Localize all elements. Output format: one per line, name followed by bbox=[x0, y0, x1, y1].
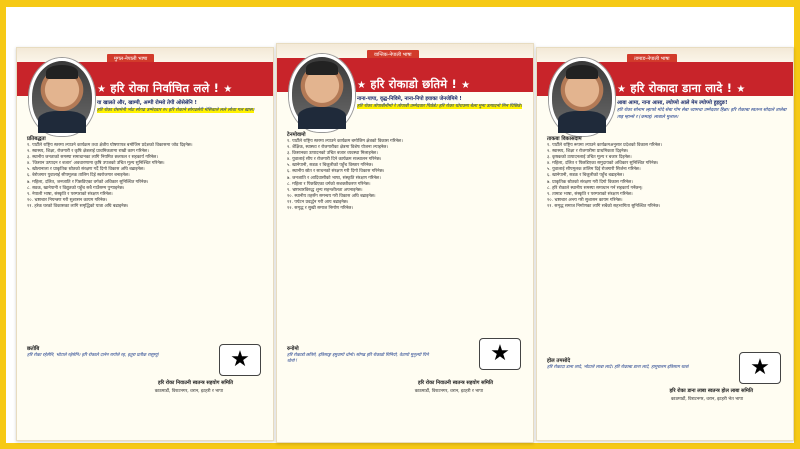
committee-locations: काठमाडौं, विराटनगर, धरान, इटहरी भेत भापा bbox=[670, 397, 743, 402]
list-item: २. स्वास्थ्य, शिक्षा र रोजगारीमा प्राथमिकता दिइनेछ। bbox=[547, 149, 629, 155]
commitment-list bbox=[547, 143, 785, 210]
list-item: १०. भ्रष्टाचार नियन्त्रण गरी सुशासन कायम गरिनेछ। bbox=[27, 197, 108, 203]
section-heading-commitments: टेनमोवामो bbox=[287, 132, 306, 138]
list-item: ७. जनजाति र आदिवासीको भाषा, संस्कृति संरक्षण गरिनेछ। bbox=[287, 175, 381, 181]
list-item: १. पार्टीले राष्ट्रिय स्तरमा ल्याउने कार्यक्रम बमोजिम क्षेत्रको विकास गरिनेछ। bbox=[287, 139, 403, 144]
poster-sheet bbox=[6, 7, 794, 443]
star-icon: ★ bbox=[97, 84, 107, 95]
list-item: ९. भ्रष्टाचारविरुद्ध शून्य सहनशीलता अपनाइनेछ। bbox=[287, 187, 363, 193]
headline-text: हरि रोकाडो छतिमे ! bbox=[370, 77, 457, 91]
list-item: ४. युवालाई सीप र रोजगारी दिने कार्यक्रम सञ्चालन गरिनेछ। bbox=[287, 157, 382, 163]
slogan: या खालते और, खाम्पी, अम्पी रोम्सो तेपी ओसेसेनि ! bbox=[97, 100, 197, 106]
list-item: ७. महिला, दलित, जनजाति र पिछडिएका वर्गको अधिकार सुनिश्चित गरिनेछ। bbox=[27, 179, 149, 185]
list-item: ६. स्थानीय स्रोत र साधनको संरक्षण गरी दिगो विकास गरिनेछ। bbox=[287, 169, 385, 175]
headline bbox=[97, 81, 269, 96]
committee-locations: काठमाडौं, विराटनगर, धरान, इटहरी र भापा bbox=[154, 389, 223, 394]
list-item: १. पार्टीले राष्ट्रिय रूपमा ल्याउने कार्यक्रमअनुसार प्रदेशको विकास गरिनेछ। bbox=[547, 143, 662, 148]
closing-text: हरि रोकाडो छतिमे, इतिसाङ्ग इमुवागो धोनो। सोगढ हरि रोकाडो मिनियो, वेतापो मुनुल्यो पिने धोनो ! bbox=[287, 353, 429, 364]
section-heading-commitments: प्रतिबद्धता bbox=[27, 136, 46, 142]
section-heading-closing: रुनोमो bbox=[287, 346, 299, 352]
list-item: ९. नेपाली भाषा, संस्कृति र परम्पराको संरक्षण गरिनेछ। bbox=[27, 191, 113, 197]
closing-text: हरि रोकादा डाना लादे, भोटाले लाबा लादे। हरि रोकाबा डाना लादे, हामुरालम इतिसाम थाब! bbox=[547, 365, 690, 370]
manifesto-panel-3 bbox=[536, 47, 794, 441]
election-symbol-box bbox=[479, 338, 521, 370]
list-item: ८. सडक, खानेपानी र विद्युतको पहुँच सबै गाउँसम्म पुर्‍याइनेछ। bbox=[27, 185, 125, 191]
section-heading-closing: छतोबि bbox=[27, 346, 40, 352]
star-icon: ★ bbox=[750, 355, 770, 380]
list-item: ७. प्राकृतिक स्रोतको संरक्षण गरी दिगो विकास गरिनेछ। bbox=[547, 179, 633, 185]
candidate-photo bbox=[549, 58, 615, 136]
committee-name: हरि रोका डाना लाबा स्वतन्त्र होल लाबा समिति bbox=[669, 388, 753, 394]
intro-text: हरि रोका सोनाम ल्हाफो मोदे सेबा गोम सेबा च्यामचा उम्मेदवार हिन्ना। हरि रोकाबा स्वतन्त्र सोदाले तालेबा ताइ म्हान्से र (कमाइ) लाबाले मुलाल। bbox=[617, 108, 787, 120]
manifesto-panel-2 bbox=[276, 43, 534, 443]
list-item: ११. हरेक घरको विकासका लागि समृद्धिको यात्रा अघि बढाइनेछ। bbox=[27, 203, 129, 209]
list-item: ८. हरि रोकाले स्थानीय समस्या समाधान गर्न सहकार्य गर्नेछन्। bbox=[547, 185, 643, 191]
list-item: ४. 'किसान उत्पादन र बजार' अवधारणामा कृषि उपजको उचित मूल्य सुनिश्चित गरिनेछ। bbox=[27, 161, 165, 167]
intro-highlight: हरि रोका रोसमेनी भोट सोगढ उम्मेदवार रु। हरि रोकाने सोगढसेरी मेसिवाले लले लोचा गल खास। bbox=[97, 108, 255, 113]
manifesto-panel-1 bbox=[16, 47, 274, 441]
star-icon: ★ bbox=[617, 84, 627, 95]
list-item: २. शैक्षिक, स्वास्थ्य र रोजगारीका क्षेत्रमा विशेष योजना ल्याइनेछ। bbox=[287, 145, 389, 151]
list-item: ६. खानेपानी, सडक र बिजुलीको पहुँच बढाइनेछ। bbox=[547, 173, 624, 179]
list-item: २. स्वास्थ्य, शिक्षा, रोजगारी र कृषि क्षेत्रलाई प्राथमिकतामा राखी काम गरिनेछ। bbox=[27, 149, 149, 155]
candidate-photo bbox=[29, 58, 95, 136]
star-icon: ★ bbox=[490, 341, 510, 366]
list-item: ३. किसानका उत्पादनको उचित बजार व्यवस्था मिलाइनेछ। bbox=[287, 151, 378, 157]
star-icon: ★ bbox=[461, 80, 471, 91]
list-item: ६. बेरोजगार युवालाई सीपमूलक तालिम दिई स्वरोजगार बनाइनेछ। bbox=[27, 173, 130, 179]
list-item: ९. तामाङ भाषा, संस्कृति र परम्पराको संरक्षण गरिनेछ। bbox=[547, 191, 633, 197]
closing-text: हरि रोका रहेसेनि, भोटाले रहेसेनि। हरि रोकाले दानेन रागोले रह, इतुरा प्रतीक रासुम्यु! bbox=[27, 353, 160, 358]
commitment-list bbox=[27, 143, 265, 210]
intro-text bbox=[97, 108, 267, 115]
headline bbox=[617, 81, 789, 96]
election-symbol-box bbox=[219, 344, 261, 376]
list-item: ३. कृषकको उत्पादनलाई उचित मूल्य र बजार दिइनेछ। bbox=[547, 155, 632, 161]
intro-text bbox=[357, 104, 527, 111]
star-icon: ★ bbox=[223, 84, 233, 95]
list-item: ११. पर्यटन प्रवर्द्धन गरी आय बढाइनेछ। bbox=[287, 199, 349, 205]
headline-text: हरि रोका निर्वाचित लले ! bbox=[110, 81, 220, 95]
list-item: ३. स्थानीय जनताको समस्या समाधानका लागि नियमित छलफल र सहकार्य गरिनेछ। bbox=[27, 155, 158, 161]
section-heading-closing: होल तमसोदे bbox=[547, 358, 571, 364]
section-heading-commitments: ताकबा विकासदाम bbox=[547, 136, 582, 142]
list-item: ११. समृद्ध समाज निर्माणका लागि सबैको सहभागिता सुनिश्चित गरिनेछ। bbox=[547, 203, 661, 209]
candidate-photo bbox=[289, 54, 355, 132]
list-item: १. पार्टीले राष्ट्रिय स्तरमा ल्याउने कार्यक्रम तथा क्षेत्रीय घोषणापत्र बमोजिम प्रदेशको विकासमा जोड दिइनेछ। bbox=[27, 143, 193, 148]
headline-text: हरि रोकादा डाना लादे ! bbox=[630, 81, 733, 95]
committee-name: हरि रोका निवाउनी स्वतन्त्र सहयोग समिति bbox=[418, 380, 493, 386]
committee-name: हरि रोका निवाउनी स्वतन्त्र सहयोग समिति bbox=[158, 380, 233, 386]
election-symbol-box bbox=[739, 352, 781, 384]
list-item: ५. खोलानाला र प्राकृतिक स्रोतको संरक्षण गर्दै दिगो विकास अघि बढाइनेछ। bbox=[27, 167, 145, 173]
language-tag: वान्तिक-नेपाली भाषा bbox=[367, 50, 419, 60]
slogan: नाना-पापा, वृद्ध-निविमे, नाना-निपो इयाका जेनजेमिमे ! bbox=[357, 96, 462, 102]
star-icon: ★ bbox=[357, 80, 367, 91]
language-tag: मुगल-नेपाली भाषा bbox=[107, 54, 154, 64]
list-item: १०. स्थानीय तहसँग समन्वय गरी विकास अघि बढाइनेछ। bbox=[287, 193, 376, 199]
list-item: ४. महिला, दलित र पिछडिएका समुदायको अधिकार सुनिश्चित गरिनेछ। bbox=[547, 161, 659, 167]
star-icon: ★ bbox=[230, 347, 250, 372]
intro-highlight: हरि रोका तोपाबीनीमो रे तोपाबी उम्मेदवार पिछेडे। हरि रोका थोराउमा बेला मुना उत्पादनो मिन पिछिडे। bbox=[357, 104, 522, 109]
star-icon: ★ bbox=[736, 84, 746, 95]
list-item: ८. महिला र पिछडिएका वर्गको सशक्तीकरण गरिनेछ। bbox=[287, 181, 371, 187]
slogan: आबा आमा, नाना आसा, ल्योप्मो आले मेम ल्योप्मो हुइदुङ! bbox=[617, 100, 728, 106]
list-item: १०. भ्रष्टाचार अन्त्य गरी सुशासन कायम गरिनेछ। bbox=[547, 197, 623, 203]
headline bbox=[357, 77, 529, 92]
list-item: १२. समृद्ध र सुखी समाज निर्माण गरिनेछ। bbox=[287, 206, 354, 212]
committee-locations: काठमाडौं, विराटनगर, धरान, इटहरी र भापा bbox=[414, 389, 483, 394]
commitment-list bbox=[287, 139, 525, 212]
language-tag: तामाङ-नेपाली भाषा bbox=[627, 54, 677, 64]
list-item: ५. युवालाई सीपमूलक तालिम दिई रोजगारी सिर्जना गरिनेछ। bbox=[547, 167, 641, 173]
list-item: ५. खानेपानी, सडक र बिजुलीको पहुँच विस्तार गरिनेछ। bbox=[287, 163, 374, 169]
